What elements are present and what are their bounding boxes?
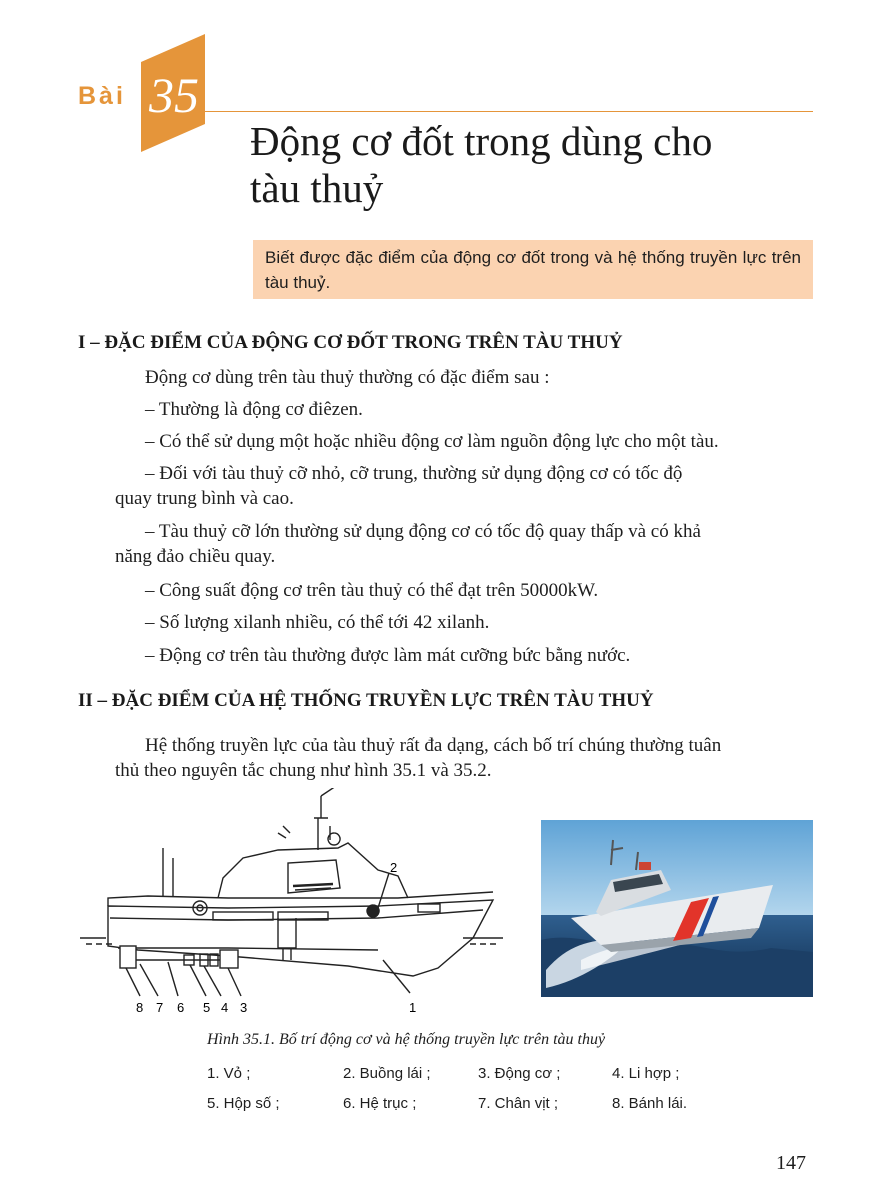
legend-item-3: 3. Động cơ ; <box>478 1065 561 1082</box>
lesson-label: Bài <box>78 82 126 110</box>
boat-photo <box>541 820 813 997</box>
bullet-5: – Công suất động cơ trên tàu thuỷ có thể đạt trên 50000kW. <box>145 580 599 601</box>
lesson-number-badge <box>141 34 205 152</box>
bullet-4-line-1: – Tàu thuỷ cỡ lớn thường sử dụng động cơ có tốc độ quay thấp và có khả <box>145 521 701 542</box>
diagram-label-4: 4 <box>221 1000 229 1015</box>
section-2-heading: II – ĐẶC ĐIỂM CỦA HỆ THỐNG TRUYỀN LỰC TRÊN TÀU THUỶ <box>78 690 654 711</box>
diagram-label-2: 2 <box>390 860 398 875</box>
bullet-1: – Thường là động cơ điêzen. <box>145 399 363 420</box>
diagram-label-8: 8 <box>136 1000 144 1015</box>
title-line-1: Động cơ đốt trong dùng cho <box>250 118 713 164</box>
title-line-2: tàu thuỷ <box>250 165 384 211</box>
diagram-label-6: 6 <box>177 1000 185 1015</box>
page-title <box>250 118 810 212</box>
bullet-3 <box>115 461 813 511</box>
bullet-7: – Động cơ trên tàu thường được làm mát cưỡng bức bằng nước. <box>145 645 631 666</box>
page-number: 147 <box>776 1152 806 1174</box>
legend-item-4: 4. Li hợp ; <box>612 1065 680 1082</box>
legend-item-7: 7. Chân vịt ; <box>478 1095 559 1112</box>
section-1-heading: I – ĐẶC ĐIỂM CỦA ĐỘNG CƠ ĐỐT TRONG TRÊN TÀU THUỶ <box>78 332 623 353</box>
legend-item-6: 6. Hệ trục ; <box>343 1095 417 1112</box>
section-1-intro: Động cơ dùng trên tàu thuỷ thường có đặc điểm sau : <box>145 367 550 388</box>
section-2-line-1: Hệ thống truyền lực của tàu thuỷ rất đa dạng, cách bố trí chúng thường tuân <box>145 735 722 756</box>
diagram-label-3: 3 <box>240 1000 248 1015</box>
legend-item-1: 1. Vỏ ; <box>207 1065 251 1082</box>
diagram-label-7: 7 <box>156 1000 164 1015</box>
diagram-label-5: 5 <box>203 1000 211 1015</box>
bullet-4 <box>115 519 813 569</box>
bullet-2: – Có thể sử dụng một hoặc nhiều động cơ làm nguồn động lực cho một tàu. <box>145 431 719 452</box>
bullet-6: – Số lượng xilanh nhiều, có thể tới 42 xilanh. <box>145 612 490 633</box>
bullet-3-line-1: – Đối với tàu thuỷ cỡ nhỏ, cỡ trung, thường sử dụng động cơ có tốc độ <box>145 463 683 484</box>
figure-caption: Hình 35.1. Bố trí động cơ và hệ thống truyền lực trên tàu thuỷ <box>207 1031 606 1048</box>
boat-diagram <box>78 788 508 1023</box>
lesson-number: 35 <box>149 67 199 123</box>
diagram-label-1: 1 <box>409 1000 417 1015</box>
legend-item-2: 2. Buồng lái ; <box>343 1065 431 1082</box>
legend-item-8: 8. Bánh lái. <box>612 1095 688 1112</box>
bullet-4-line-2: năng đảo chiều quay. <box>115 546 276 567</box>
objective-box: Biết được đặc điểm của động cơ đốt trong và hệ thống truyền lực trên tàu thuỷ. <box>253 240 813 299</box>
section-2-paragraph <box>115 733 813 783</box>
title-rule <box>205 111 813 112</box>
legend-item-5: 5. Hộp số ; <box>207 1095 280 1112</box>
section-2-line-2: thủ theo nguyên tắc chung như hình 35.1 và 35.2. <box>115 760 492 781</box>
bullet-3-line-2: quay trung bình và cao. <box>115 488 294 509</box>
